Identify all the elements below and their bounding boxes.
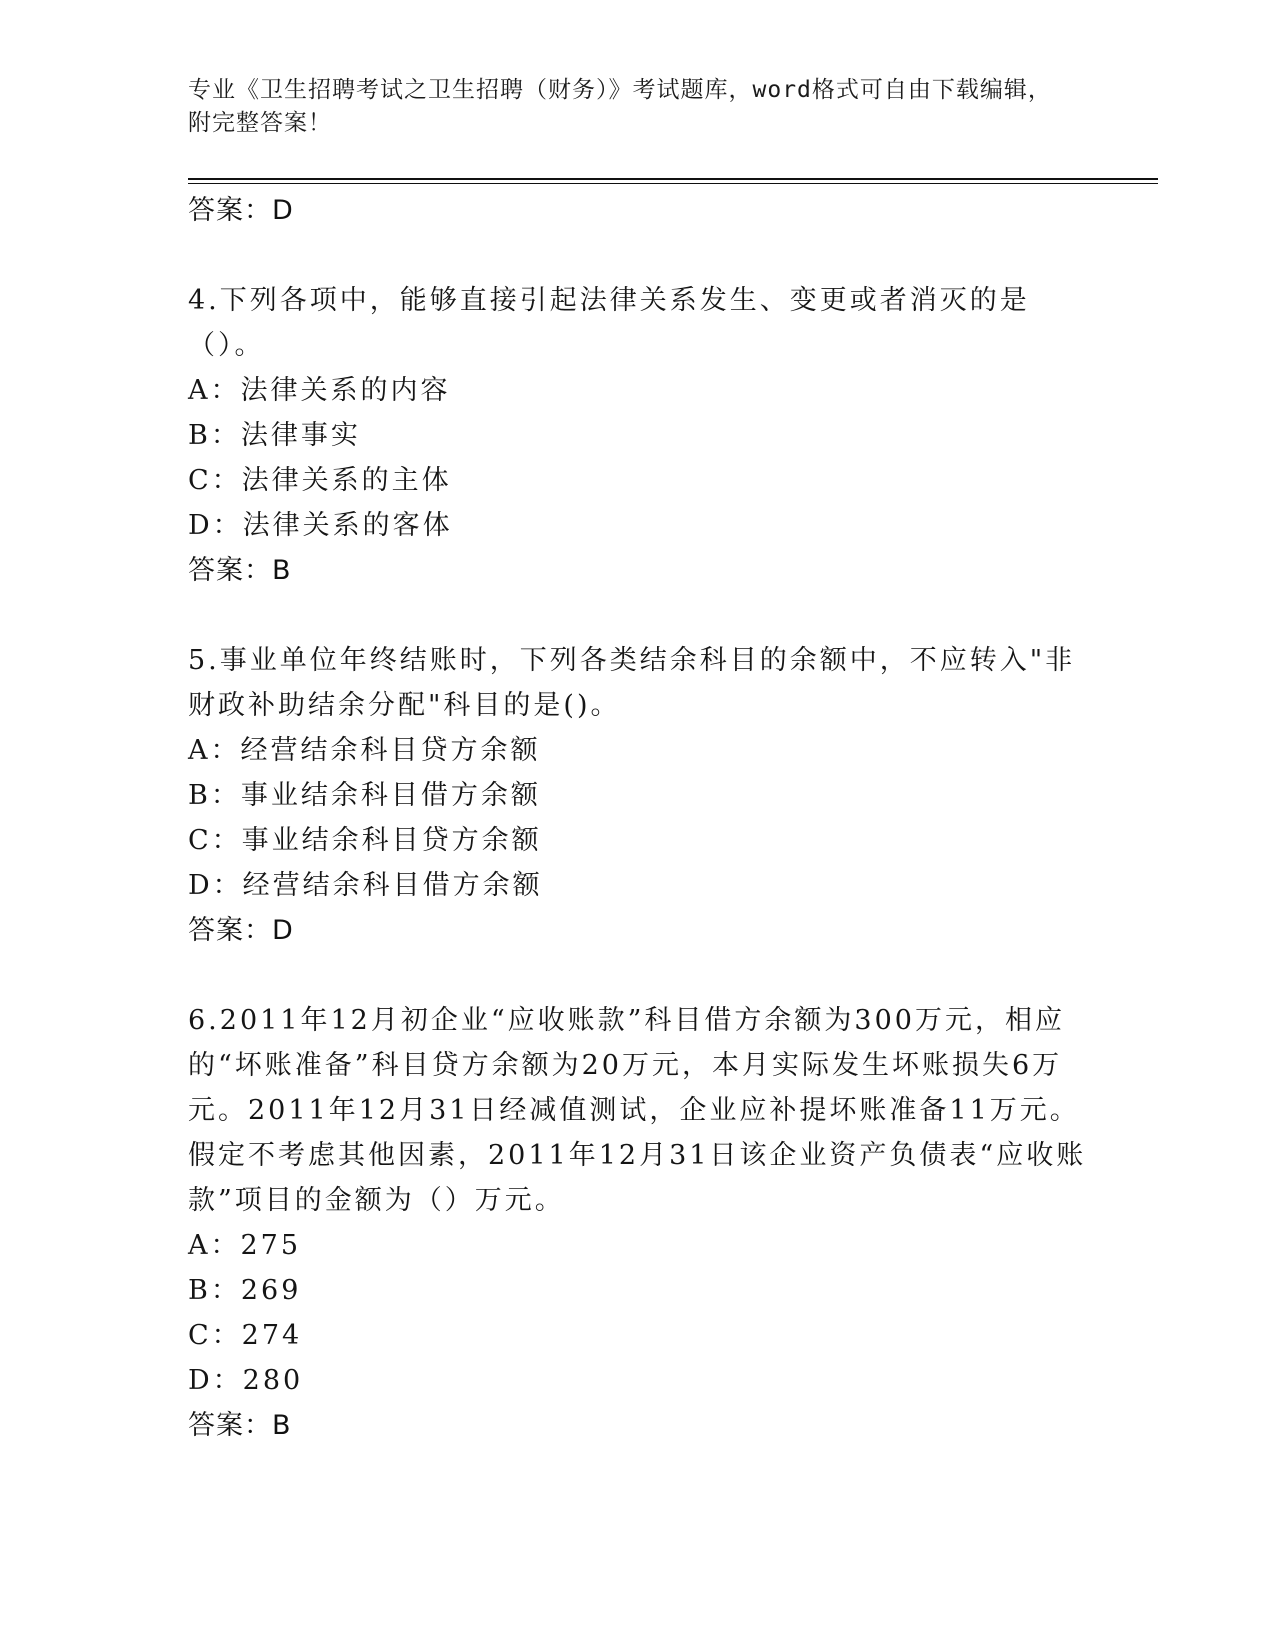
question-list [188,188,1088,1449]
answer-label: 答案：D [188,195,294,226]
header-rule-thick [188,178,1158,180]
answer-label: 答案：B [188,1410,292,1441]
option-d: D：经营结余科目借方余额 [188,870,543,901]
answer-label: 答案：B [188,555,292,586]
question-4 [188,278,1088,594]
option-d: D：280 [188,1365,304,1396]
option-c: C：法律关系的主体 [188,465,452,496]
option-a: A：275 [188,1230,302,1261]
option-c: C：事业结余科目贷方余额 [188,825,542,856]
answer-label: 答案：D [188,915,294,946]
option-b: B：269 [188,1275,302,1306]
option-a: A：经营结余科目贷方余额 [188,735,541,766]
option-d: D：法律关系的客体 [188,510,453,541]
question-5 [188,638,1088,954]
document-header: 专业《卫生招聘考试之卫生招聘（财务）》考试题库，word格式可自由下载编辑，附完整答案！ [188,77,1052,136]
header-rule-thin [188,183,1158,184]
option-b: B：事业结余科目借方余额 [188,780,541,811]
question-text: 6.2011年12月初企业“应收账款”科目借方余额为300万元，相应的“坏账准备”科目贷方余额为20万元，本月实际发生坏账损失6万元。2011年12月31日经减值测试，企业应补提坏账准备11万元。假定不考虑其他因素，2011年12月31日该企业资产负债表“应收账款”项目的金额为（）万元。 [188,1005,1087,1216]
question-6 [188,998,1088,1449]
option-a: A：法律关系的内容 [188,375,451,406]
question-text: 4.下列各项中，能够直接引起法律关系发生、变更或者消灭的是（）。 [188,285,1030,361]
option-c: C：274 [188,1320,303,1351]
question-text: 5.事业单位年终结账时，下列各类结余科目的余额中，不应转入"非财政补助结余分配"科目的是()。 [188,645,1076,721]
option-b: B：法律事实 [188,420,361,451]
